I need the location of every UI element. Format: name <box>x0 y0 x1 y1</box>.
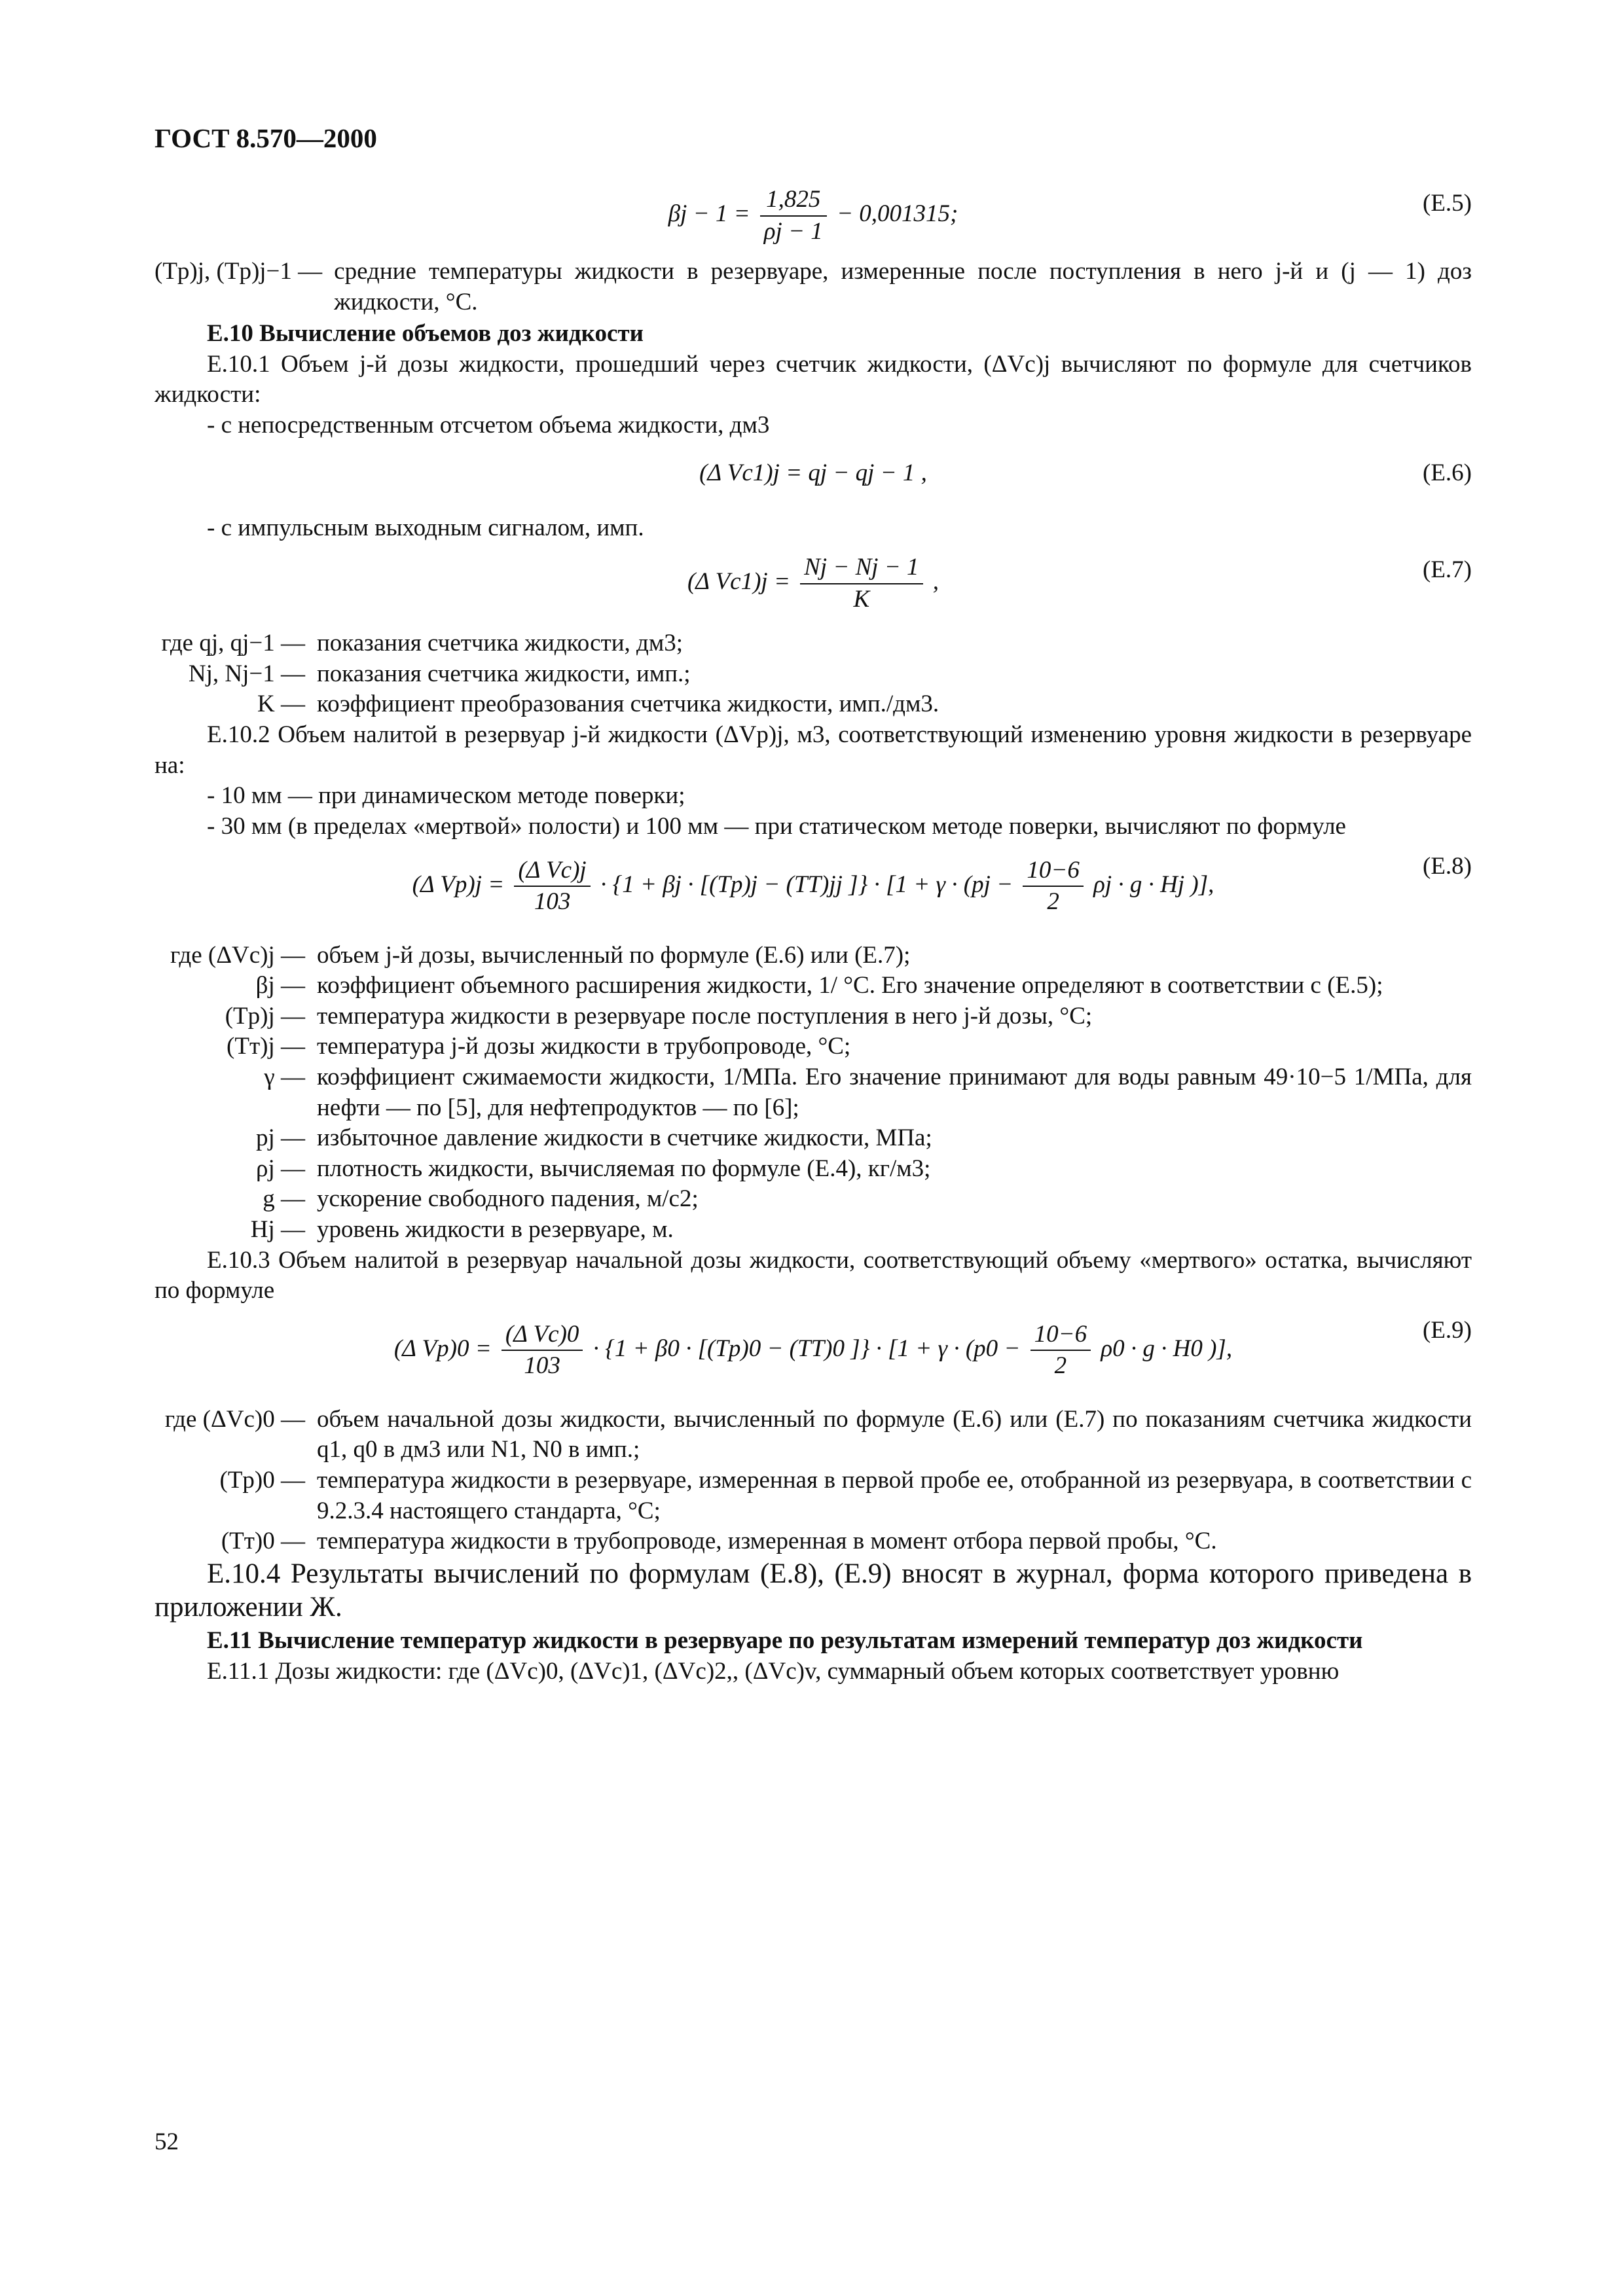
definition-text: температура j-й дозы жидкости в трубопроводе, °C; <box>317 1033 851 1060</box>
formula-e8-fraction <box>514 855 590 918</box>
definition-symbol: (Tр)j, (Tр)j−1 — <box>155 258 323 285</box>
formula-e7-fraction <box>800 552 922 615</box>
definition-row <box>155 1526 1472 1557</box>
formula-e9-numerator-2: 10−6 <box>1030 1319 1091 1352</box>
formula-e5-fraction <box>760 185 827 247</box>
definition-row <box>155 1001 1472 1032</box>
formula-e8-numerator: (Δ Vс)j <box>514 855 590 888</box>
definition-symbol: где (ΔVс)0 — <box>164 1405 305 1433</box>
formula-e9-numerator: (Δ Vс)0 <box>501 1319 583 1352</box>
definition-row <box>155 659 1472 690</box>
paragraph-e10-4: E.10.4 Результаты вычислений по формулам (E.8), (E.9) вносят в журнал, форма которого приведена в приложении Ж. <box>155 1558 1472 1623</box>
definition-symbol: (Tт)j — <box>227 1033 305 1060</box>
definition-text: средние температуры жидкости в резервуаре, измеренные после поступления в него j-й и (j — 1) доз жидкости, °C. <box>334 258 1472 315</box>
definition-row <box>155 971 1472 1001</box>
definition-row <box>155 1405 1472 1465</box>
formula-e5-denominator: ρj − 1 <box>763 217 823 245</box>
formula-e8-number: (E.8) <box>1423 852 1472 880</box>
formula-e9-denominator: 103 <box>524 1352 560 1380</box>
formula-e8-denominator-2: 2 <box>1047 888 1059 916</box>
paragraph-e10-3: E.10.3 Объем налитой в резервуар начальной дозы жидкости, соответствующий объему «мертвого» остатка, вычисляют по формуле <box>155 1246 1472 1304</box>
formula-e6-number: (E.6) <box>1423 459 1472 486</box>
definition-text: показания счетчика жидкости, дм3; <box>317 630 684 657</box>
formula-e7-numerator: Nj − Nj − 1 <box>800 552 922 584</box>
definition-row <box>155 1465 1472 1526</box>
formula-e8-lhs: (Δ Vр)j = <box>412 870 505 898</box>
definition-symbol: (Tт)0 — <box>221 1528 305 1555</box>
definition-text: коэффициент объемного расширения жидкости, 1/ °C. Его значение определяют в соответствии с (E.5); <box>317 972 1383 999</box>
definition-text: температура жидкости в резервуаре после поступления в него j-й дозы, °C; <box>317 1002 1093 1030</box>
formula-e9-rhs: ρ0 · g · H0 )], <box>1101 1335 1233 1362</box>
definition-row <box>155 689 1472 720</box>
list-item-10mm: - 10 мм — при динамическом методе поверки; <box>207 782 685 810</box>
formula-e6-body: (Δ Vс1)j = qj − qj − 1 , <box>699 459 927 486</box>
formula-e7-number: (E.7) <box>1423 556 1472 584</box>
formula-e7-denominator: K <box>853 585 870 613</box>
formula-e9-denominator-2: 2 <box>1054 1352 1067 1380</box>
page-content <box>155 185 1472 1687</box>
formula-e8-middle: · {1 + βj · [(Tр)j − (TТ)jj ]} · [1 + γ · (pj − <box>600 870 1013 898</box>
definition-row <box>155 1215 1472 1246</box>
definition-row <box>155 257 1472 317</box>
definition-text: ускорение свободного падения, м/с2; <box>317 1185 699 1213</box>
definition-symbol: K — <box>257 691 305 718</box>
definition-symbol: Nj, Nj−1 — <box>188 660 305 687</box>
page-number: 52 <box>155 2128 179 2155</box>
formula-e8-rhs: ρj · g · Hj )], <box>1093 870 1214 898</box>
definition-symbol: где (ΔVс)j — <box>170 941 305 969</box>
list-item-pulse-output: - с импульсным выходным сигналом, имп. <box>207 514 644 541</box>
definition-text: показания счетчика жидкости, имп.; <box>317 660 691 687</box>
formula-e5-number: (E.5) <box>1423 190 1472 217</box>
formula-e8-fraction-2 <box>1023 855 1083 918</box>
formula-e9-middle: · {1 + β0 · [(Tр)0 − (TТ)0 ]} · [1 + γ · (p0 − <box>593 1335 1021 1362</box>
definition-text: объем j-й дозы, вычисленный по формуле (E.6) или (E.7); <box>317 941 911 969</box>
formula-e7 <box>155 543 1472 628</box>
paragraph-e11-1: E.11.1 Дозы жидкости: где (ΔVс)0, (ΔVс)1, (ΔVс)2,, (ΔVс)v, суммарный объем которых соответствует уровню <box>207 1657 1340 1685</box>
definition-symbol: (Tр)0 — <box>219 1467 305 1494</box>
definition-row <box>155 941 1472 971</box>
definition-symbol: γ — <box>264 1063 305 1090</box>
definition-row <box>155 1031 1472 1062</box>
definition-text: уровень жидкости в резервуаре, м. <box>317 1216 674 1244</box>
formula-e5 <box>155 185 1472 257</box>
definition-text: температура жидкости в трубопроводе, измеренная в момент отбора первой пробы, °C. <box>317 1528 1217 1555</box>
definition-symbol: ρj — <box>256 1155 305 1182</box>
definition-row <box>155 628 1472 659</box>
formula-e5-numerator: 1,825 <box>760 185 827 217</box>
formula-e9-lhs: (Δ Vр)0 = <box>393 1335 492 1362</box>
list-item-direct-reading: - с непосредственным отсчетом объема жидкости, дм3 <box>207 412 770 439</box>
definition-row <box>155 1062 1472 1123</box>
definition-symbol: βj — <box>255 972 305 999</box>
definition-symbol: Hj — <box>250 1216 305 1244</box>
paragraph-e10-2: E.10.2 Объем налитой в резервуар j-й жидкости (ΔVр)j, м3, соответствующий изменению уровня жидкости в резервуаре на: <box>155 721 1472 779</box>
formula-e9-fraction <box>501 1319 583 1382</box>
definitions-list-2 <box>155 941 1472 1246</box>
definition-row <box>155 1154 1472 1185</box>
definition-row <box>155 1123 1472 1154</box>
formula-e7-rhs: , <box>932 568 939 596</box>
formula-e7-lhs: (Δ Vс1)j = <box>687 568 790 596</box>
definition-row <box>155 1184 1472 1215</box>
formula-e5-lhs: βj − 1 = <box>668 200 750 228</box>
definition-symbol: g — <box>263 1185 305 1213</box>
temperature-definition <box>155 257 1472 317</box>
formula-e5-rhs: − 0,001315; <box>837 200 958 228</box>
formula-e8-numerator-2: 10−6 <box>1023 855 1083 888</box>
definition-text: температура жидкости в резервуаре, измеренная в первой пробе ее, отобранной из резервуара, в соответствии с 9.2.3.4 настоящего стандарта, °C; <box>317 1467 1472 1524</box>
formula-e9 <box>155 1306 1472 1405</box>
formula-e8-denominator: 103 <box>534 888 571 916</box>
definition-text: коэффициент преобразования счетчика жидкости, имп./дм3. <box>317 691 939 718</box>
definition-text: объем начальной дозы жидкости, вычисленный по формуле (E.6) или (E.7) по показаниям счетчика жидкости q1, q0 в дм3 или N1, N0 в имп.; <box>317 1405 1472 1463</box>
formula-e8 <box>155 842 1472 941</box>
list-item-30mm: - 30 мм (в пределах «мертвой» полости) и 100 мм — при статическом методе поверки, вычисляют по формуле <box>207 812 1346 840</box>
definition-text: избыточное давление жидкости в счетчике жидкости, МПа; <box>317 1124 932 1152</box>
paragraph-e10-1: E.10.1 Объем j-й дозы жидкости, прошедший через счетчик жидкости, (ΔVс)j вычисляют по формуле для счетчиков жидкости: <box>155 350 1472 408</box>
definition-text: коэффициент сжимаемости жидкости, 1/МПа. Его значение принимают для воды равным 49·10−5 1/МПа, для нефти — по [5], для нефтепродуктов — по [6]; <box>317 1063 1472 1121</box>
document-header: ГОСТ 8.570—2000 <box>155 123 377 153</box>
formula-e9-number: (E.9) <box>1423 1316 1472 1344</box>
definitions-list-3 <box>155 1405 1472 1557</box>
document-page <box>155 0 1472 2296</box>
section-heading-e11: E.11 Вычисление температур жидкости в резервуаре по результатам измерений температур доз жидкости <box>207 1627 1363 1655</box>
section-heading-e10: E.10 Вычисление объемов доз жидкости <box>207 320 644 348</box>
formula-e6 <box>155 441 1472 513</box>
definition-symbol: pj — <box>255 1124 305 1152</box>
definition-symbol: (Tр)j — <box>225 1002 305 1030</box>
definition-text: плотность жидкости, вычисляемая по формуле (E.4), кг/м3; <box>317 1155 931 1182</box>
formula-e9-fraction-2 <box>1030 1319 1091 1382</box>
definition-symbol: где qj, qj−1 — <box>161 630 305 657</box>
definitions-list-1 <box>155 628 1472 720</box>
